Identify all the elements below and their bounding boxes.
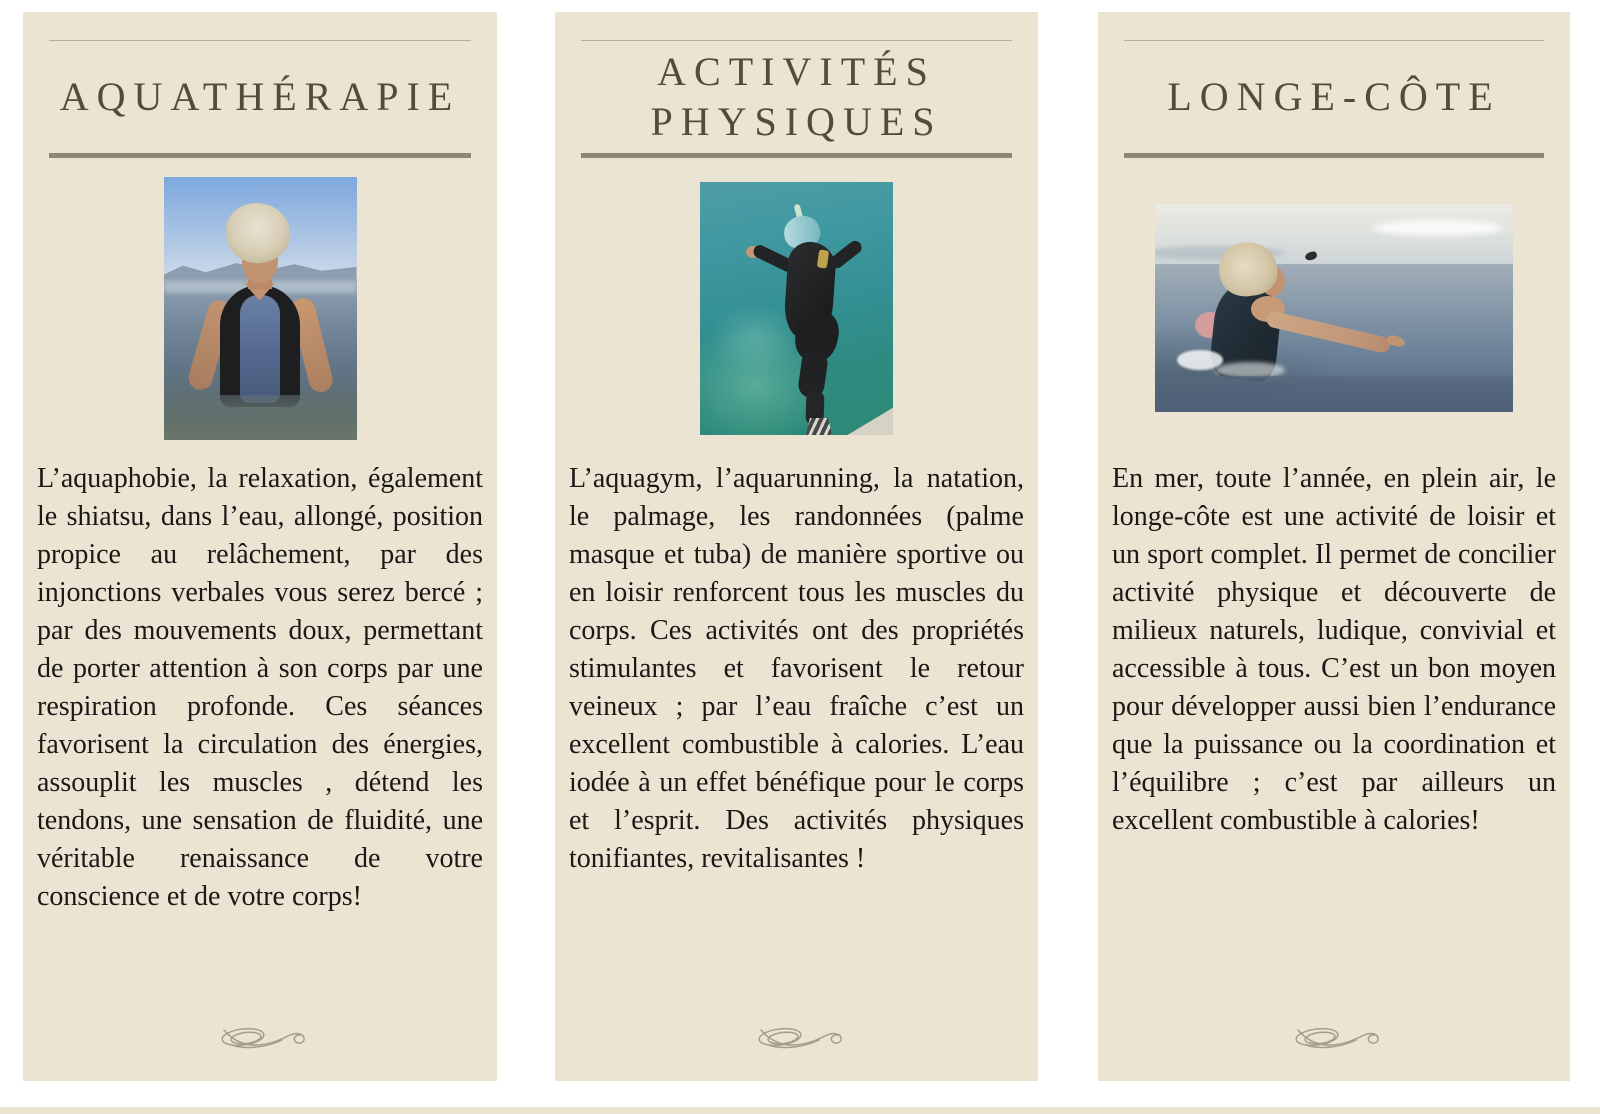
flourish-ornament-icon xyxy=(1284,1019,1384,1053)
wetsuit-blue-panel xyxy=(240,295,280,403)
photo-area xyxy=(1098,158,1570,458)
longe-cote-photo xyxy=(1155,204,1513,412)
column-title: ACTIVITÉS PHYSIQUES xyxy=(650,49,943,144)
column-title: LONGE-CÔTE xyxy=(1167,74,1501,119)
column-body-text: L’aquagym, l’aquarunning, la natation, le palmage, les randonnées (palme masque et tuba) de manière sportive ou en loisir renforcent tous les muscles du corps. Ces activités ont des propriétés stimulantes et favorisent le retour veineux ; par l’eau fraîche c’est un excellent combustible à calories. L’eau iodée à un effet bénéfique pour le corps et l’esprit. Des activités physiques tonifiantes, revitalisantes ! xyxy=(569,463,1024,874)
foreground-water xyxy=(164,395,357,440)
foreground-water xyxy=(1155,376,1513,412)
photo-area xyxy=(23,158,497,458)
flourish-ornament-icon xyxy=(210,1019,310,1053)
column-body-text: L’aquaphobie, la relaxation, également le shiatsu, dans l’eau, allongé, position propice au relâchement, par des injonctions verbales vous serez bercé ; par des mouvements doux, permettant de porter attention à son corps par une respiration profonde. Ces séances favorisent la circulation des énergies, assouplit les muscles , détend les tendons, une sensation de fluidité, une véritable renaissance de votre conscience et de votre corps! xyxy=(37,463,483,912)
column-activites-physiques xyxy=(555,12,1038,1081)
cloud xyxy=(1373,220,1503,236)
boat-edge xyxy=(845,407,893,435)
activites-photo xyxy=(700,182,893,435)
column-title: AQUATHÉRAPIE xyxy=(59,74,461,119)
photo-area xyxy=(555,158,1038,458)
flourish-ornament-icon xyxy=(747,1019,847,1053)
column-longe-cote xyxy=(1098,12,1570,1081)
column-body-text: En mer, toute l’année, en plein air, le longe-côte est une activité de loisir et un sport complet. Il permet de concilier activité physique et découverte de milieux naturels, ludique, convivial et accessible à tous. C’est un bon moyen pour développer aussi bien l’endurance que la puissance ou la coordination et l’équilibre ; c’est par ailleurs un excellent combustible à calories! xyxy=(1112,463,1556,836)
column-aquatherapie xyxy=(23,12,497,1081)
next-section-edge xyxy=(0,1107,1600,1114)
aquatherapie-photo xyxy=(164,177,357,440)
